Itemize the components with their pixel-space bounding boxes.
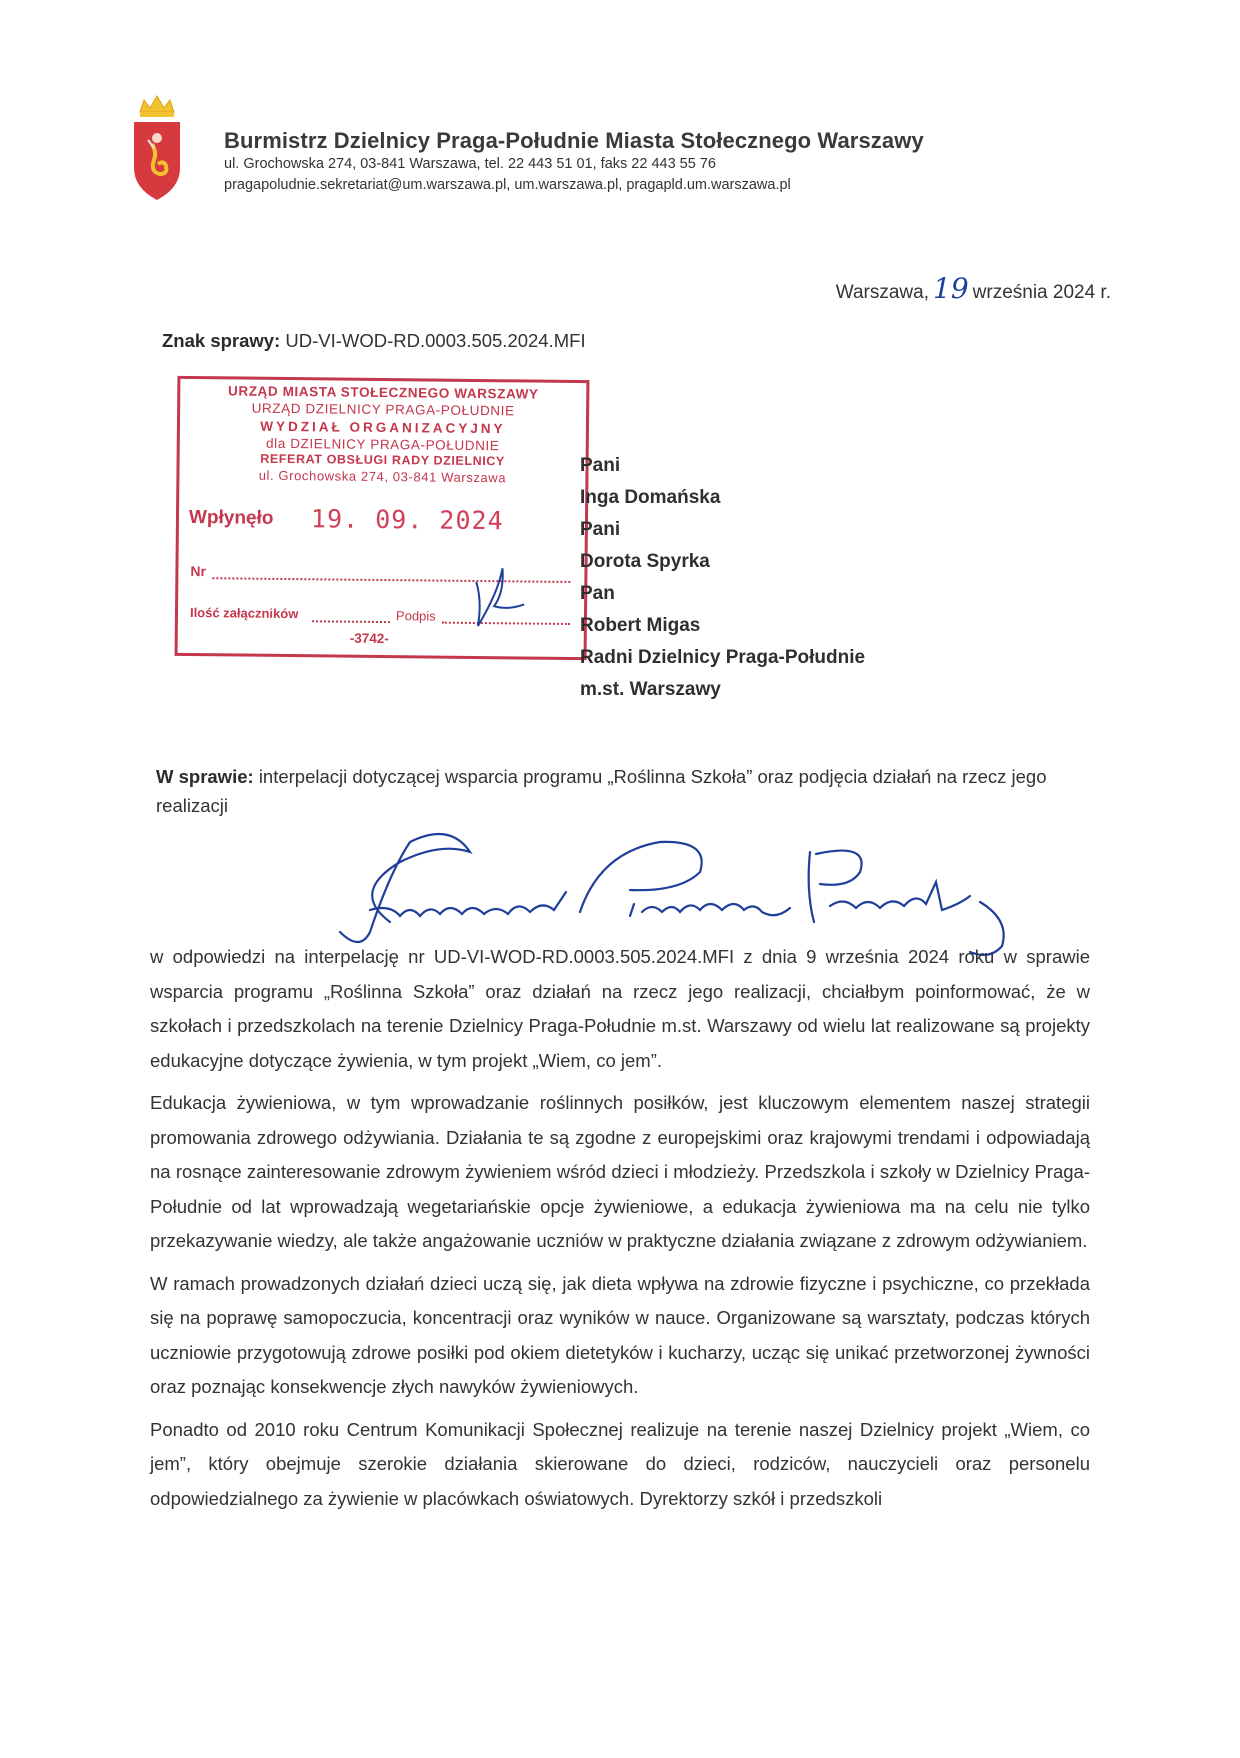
subject-text: interpelacji dotyczącej wsparcia programu „Roślinna Szkoła” oraz podjęcia działań na rzecz jego realizacji — [156, 766, 1047, 816]
letter-date — [836, 272, 1111, 305]
stamp-nr-label: Nr — [190, 562, 207, 580]
stamp-received-label: Wpłynęło — [188, 506, 274, 529]
issuer-address: ul. Grochowska 274, 03-841 Warszawa, tel. 22 443 51 01, faks 22 443 55 76 — [224, 156, 716, 172]
stamp-line: REFERAT OBSŁUGI RADY DZIELNICY — [260, 451, 505, 469]
body-paragraph: W ramach prowadzonych działań dzieci uczą się, jak dieta wpływa na zdrowie fizyczne i psychiczne, co przekłada się na poprawę samopoczucia, koncentracji oraz wyników w nauce. Organizowane są warsztaty, podczas których uczniowie przygotowują zdrowe posiłki pod okiem dietetyków i kucharzy, ucząc się unikać przetworzonej żywności oraz poznając konsekwencje złych nawyków żywieniowych. — [150, 1272, 1090, 1397]
date-day-handwritten: 19 — [933, 272, 969, 305]
recipient-line: Dorota Spyrka — [580, 551, 710, 572]
warsaw-crest-icon — [132, 94, 182, 204]
stamp-attachments-dotted-line — [312, 620, 390, 623]
letter-body — [150, 940, 1090, 1524]
recipients-block — [580, 450, 865, 706]
stamp-line: dla DZIELNICY PRAGA-POŁUDNIE — [266, 435, 500, 454]
stamp-number: -3742- — [349, 630, 389, 647]
issuer-title: Burmistrz Dzielnicy Praga-Południe Miasta Stołecznego Warszawy — [224, 128, 924, 153]
body-paragraph: Ponadto od 2010 roku Centrum Komunikacji Społecznej realizuje na terenie naszej Dzielnicy projekt „Wiem, co jem”, który obejmuje szerokie działania skierowane do dzieci, rodziców, nauczycieli oraz personelu odpowiedzialnego za żywienie w placówkach oświatowych. Dyrektorzy szkół i przedszkoli — [150, 1418, 1090, 1509]
received-stamp — [175, 376, 590, 660]
reference-label: Znak sprawy: — [162, 330, 281, 351]
reference-value: UD-VI-WOD-RD.0003.505.2024.MFI — [285, 330, 586, 351]
stamp-received-date: 19. 09. 2024 — [310, 504, 504, 536]
recipient-line: Pani — [580, 519, 621, 540]
recipient-line: Pan — [580, 583, 615, 604]
handwritten-initials — [468, 562, 529, 635]
stamp-signature-label: Podpis — [395, 608, 436, 624]
stamp-line: URZĄD MIASTA STOŁECZNEGO WARSZAWY — [227, 383, 539, 402]
recipient-line: m.st. Warszawy — [580, 679, 721, 700]
stamp-attachments-label: Ilość załączników — [189, 604, 299, 622]
body-paragraph: Edukacja żywieniowa, w tym wprowadzanie roślinnych posiłków, jest kluczowym elementem naszej strategii promowania zdrowego odżywiania. Działania te są zgodne z europejskimi oraz krajowymi trendami i odpowiadają na rosnące zainteresowanie zdrowym żywieniem wśród dzieci i młodzieży. Przedszkola i szkoły w Dzielnicy Praga-Południe od lat wprowadzają wegetariańskie opcje żywieniowe, a edukacja żywieniowa ma na celu nie tylko przekazywanie wiedzy, ale także angażowanie uczniów w praktyczne działania związane z zdrowym odżywianiem. — [150, 1092, 1090, 1251]
stamp-line: URZĄD DZIELNICY PRAGA-POŁUDNIE — [251, 400, 515, 419]
issuer-contact-links: pragapoludnie.sekretariat@um.warszawa.pl, um.warszawa.pl, pragapld.um.warszawa.pl — [224, 177, 791, 193]
recipient-line: Inga Domańska — [580, 487, 721, 508]
recipient-line: Radni Dzielnicy Praga-Południe — [580, 647, 866, 668]
recipient-line: Pani — [580, 455, 621, 476]
stamp-line: WYDZIAŁ ORGANIZACYJNY — [260, 418, 506, 437]
case-reference — [162, 330, 586, 352]
date-suffix: września 2024 r. — [972, 282, 1111, 303]
subject-label: W sprawie: — [156, 766, 254, 787]
stamp-line: ul. Grochowska 274, 03-841 Warszawa — [258, 467, 507, 486]
date-prefix: Warszawa, — [835, 282, 929, 303]
body-paragraph: w odpowiedzi na interpelację nr UD-VI-WOD-RD.0003.505.2024.MFI z dnia 9 września 2024 roku w sprawie wsparcia programu „Roślinna Szkoła” oraz działań na rzecz jego realizacji, chciałbym poinformować, że w szkołach i przedszkolach na terenie Dzielnicy Praga-Południe m.st. Warszawy od wielu lat realizowane są projekty edukacyjne dotyczące żywienia, w tym projekt „Wiem, co jem”. — [150, 946, 1090, 1071]
recipient-line: Robert Migas — [580, 615, 701, 636]
